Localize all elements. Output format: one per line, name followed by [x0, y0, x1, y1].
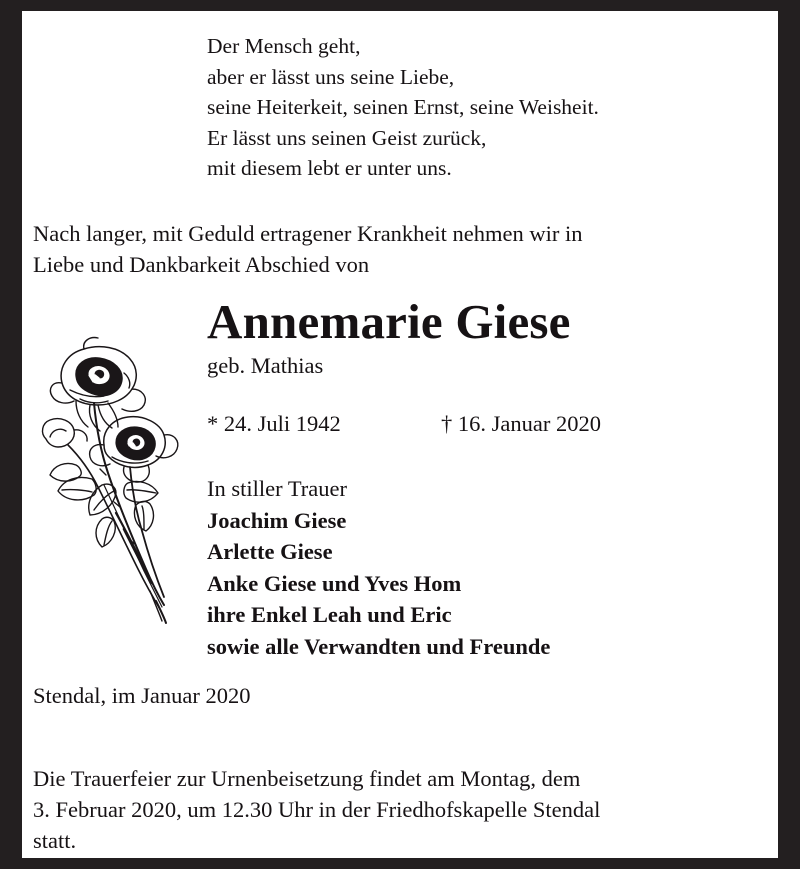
mourner-name-3: Anke Giese und Yves Hom — [207, 570, 462, 596]
intro-line-1: Nach langer, mit Geduld ertragener Krankheit nehmen wir in — [33, 221, 583, 246]
mourner-name-1: Joachim Giese — [207, 507, 347, 533]
poem-line-1: Der Mensch geht, — [207, 34, 361, 58]
deceased-maiden-name: geb. Mathias — [207, 353, 324, 378]
rose-bud-left — [43, 419, 88, 447]
mourner-name-5: sowie alle Verwandten und Freunde — [207, 633, 551, 659]
rose-leaves — [50, 463, 158, 547]
rose-bloom-upper — [50, 338, 145, 412]
deceased-full-name: Annemarie Giese — [207, 294, 571, 349]
service-line-1: Die Trauerfeier zur Urnenbeisetzung findet am Montag, dem — [33, 766, 581, 791]
life-dates — [207, 409, 767, 439]
service-line-3: statt. — [33, 828, 77, 853]
poem-line-3: seine Heiterkeit, seinen Ernst, seine Weisheit. — [207, 95, 599, 119]
obituary-page — [22, 11, 778, 858]
obituary-content — [22, 11, 778, 858]
mourner-name-4: ihre Enkel Leah und Eric — [207, 602, 452, 627]
birth-date: * 24. Juli 1942 — [207, 411, 341, 436]
deceased-name-block — [207, 293, 767, 381]
poem-line-2: aber er lässt uns seine Liebe, — [207, 64, 455, 89]
memorial-poem — [207, 31, 767, 184]
intro-line-2: Liebe und Dankbarkeit Abschied von — [33, 252, 370, 277]
poem-line-4: Er lässt uns seinen Geist zurück, — [207, 125, 487, 150]
mourner-name-2: Arlette Giese — [207, 539, 333, 564]
place-and-date: Stendal, im Januar 2020 — [33, 683, 251, 708]
death-date: † 16. Januar 2020 — [441, 411, 601, 436]
service-line-2: 3. Februar 2020, um 12.30 Uhr in der Friedhofskapelle Stendal — [33, 797, 601, 822]
poem-line-5: mit diesem lebt er unter uns. — [207, 156, 452, 180]
mourners-block — [207, 473, 767, 662]
mourners-heading: In stiller Trauer — [207, 476, 347, 501]
intro-paragraph — [33, 218, 768, 280]
service-details — [33, 763, 768, 856]
roses-illustration — [32, 333, 192, 633]
